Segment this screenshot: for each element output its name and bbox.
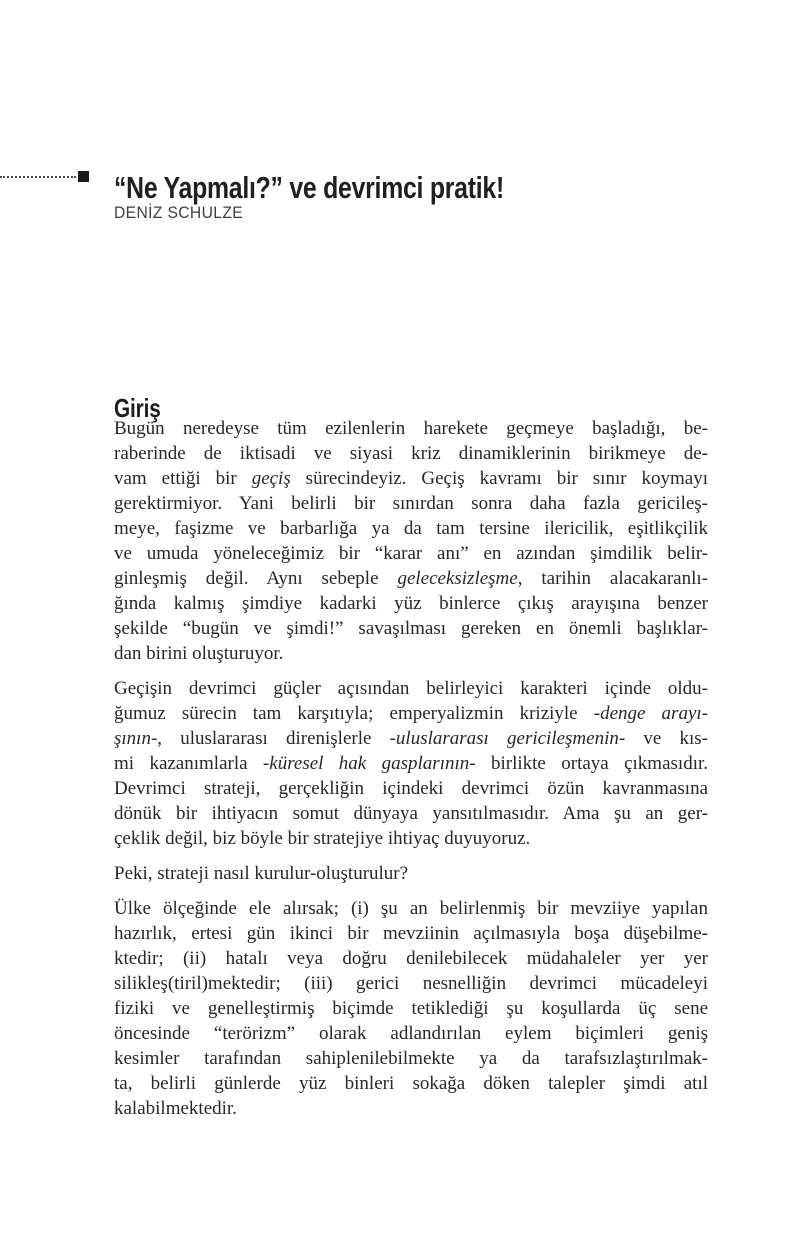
text-line: ğumuz sürecin tam karşıtıyla; emperyalizmin kriziyle -denge arayı-	[114, 703, 708, 724]
text-line: şının-, uluslararası direnişlerle -uluslararası gericileşmenin- ve kıs-	[114, 728, 708, 749]
text-line: meye, faşizme ve barbarlığa ya da tam tersine ilericilik, eşitlikçilik	[114, 518, 708, 539]
text-line: öncesinde “terörizm” olarak adlandırılan eylem biçimleri geniş	[114, 1023, 708, 1044]
section-heading: Giriş	[114, 392, 161, 423]
paragraph	[114, 416, 708, 666]
text-line: çeklik değil, biz böyle bir stratejiye ihtiyaç duyuyoruz.	[114, 828, 531, 849]
paragraph	[114, 676, 708, 851]
text-line: ginleşmiş değil. Aynı sebeple geleceksizleşme, tarihin alacakaranlı-	[114, 568, 708, 589]
text-line: Peki, strateji nasıl kurulur-oluşturulur?	[114, 863, 409, 884]
body-text	[114, 416, 708, 1131]
paragraph	[114, 861, 708, 886]
text-line: Devrimci strateji, gerçekliğin içindeki devrimci özün kavranmasına	[114, 778, 708, 799]
text-line: ve umuda yöneleceğimiz bir “karar anı” en azından şimdilik belir-	[114, 543, 708, 564]
text-line: hazırlık, ertesi gün ikinci bir mevziinin açılmasıyla boşa düşebilme-	[114, 923, 708, 944]
text-line: fiziki ve genelleştirmiş biçimde tetiklediği şu koşullarda üç sene	[114, 998, 708, 1019]
text-line: ta, belirli günlerde yüz binleri sokağa döken talepler şimdi atıl	[114, 1073, 708, 1094]
text-line: raberinde de iktisadi ve siyasi kriz dinamiklerinin birikmeye de-	[114, 443, 708, 464]
paragraph	[114, 896, 708, 1121]
text-line: mi kazanımlarla -küresel hak gasplarının- birlikte ortaya çıkmasıdır.	[114, 753, 708, 774]
square-bullet-icon	[78, 171, 89, 182]
text-line: Ülke ölçeğinde ele alırsak; (i) şu an belirlenmiş bir mevziiye yapılan	[114, 898, 708, 919]
text-line: gerektirmiyor. Yani belirli bir sınırdan sonra daha fazla gericileş-	[114, 493, 708, 514]
text-line: Bugün neredeyse tüm ezilenlerin harekete geçmeye başladığı, be-	[114, 418, 708, 439]
text-line: ktedir; (ii) hatalı veya doğru denilebilecek müdahaleler yer yer	[114, 948, 708, 969]
dotted-rule-icon	[0, 176, 76, 178]
text-line: kesimler tarafından sahiplenilebilmekte ya da tarafsızlaştırılmak-	[114, 1048, 708, 1069]
text-line: vam ettiği bir geçiş sürecindeyiz. Geçiş kavramı bir sınır koymayı	[114, 468, 708, 489]
text-line: ğında kalmış şimdiye kadarki yüz binlerce çıkış arayışına benzer	[114, 593, 708, 614]
article-author: DENİZ SCHULZE	[114, 203, 244, 222]
article-title: “Ne Yapmalı?” ve devrimci pratik!	[114, 169, 504, 205]
text-line: kalabilmektedir.	[114, 1098, 237, 1119]
text-line: şekilde “bugün ve şimdi!” savaşılması gereken en önemli başlıklar-	[114, 618, 708, 639]
text-line: Geçişin devrimci güçler açısından belirleyici karakteri içinde oldu-	[114, 678, 708, 699]
text-line: dan birini oluşturuyor.	[114, 643, 284, 664]
text-line: dönük bir ihtiyacın somut dünyaya yansıtılmasıdır. Ama şu an ger-	[114, 803, 708, 824]
text-line: silikleş(tiril)mektedir; (iii) gerici nesnelliğin devrimci mücadeleyi	[114, 973, 708, 994]
